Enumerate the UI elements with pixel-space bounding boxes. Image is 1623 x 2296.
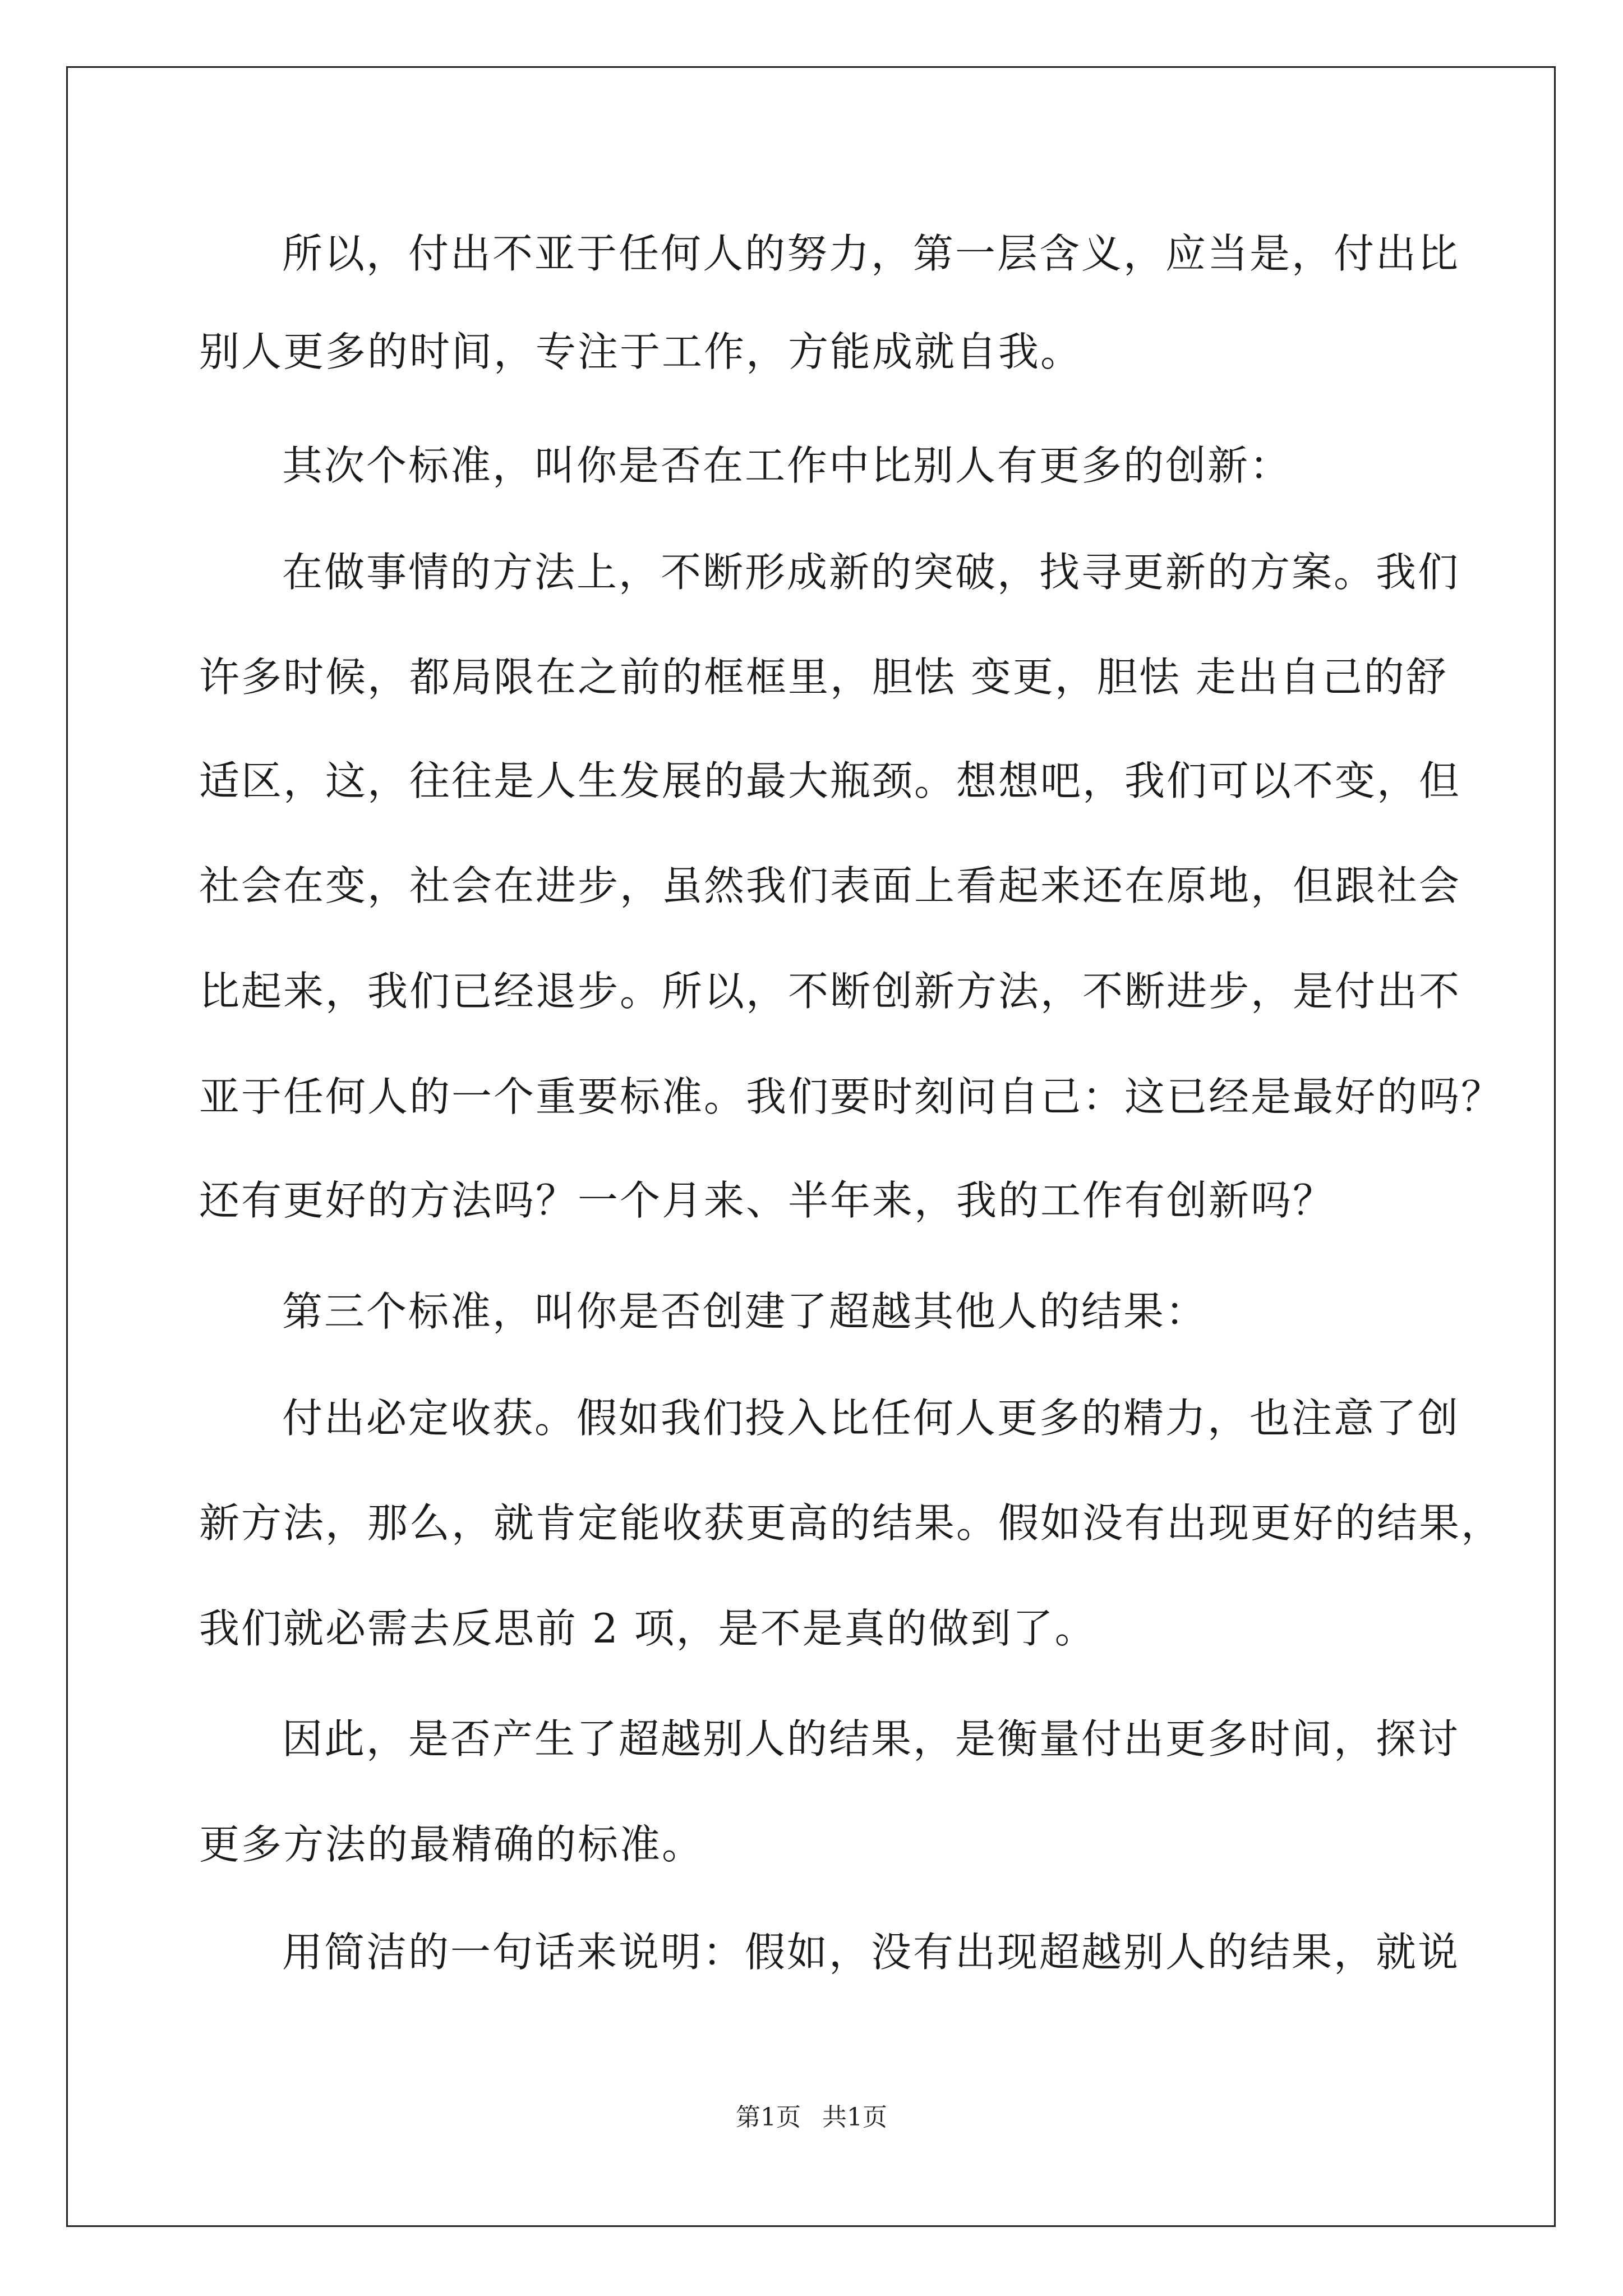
text-line: 新方法，那么，就肯定能收获更高的结果。假如没有出现更好的结果， <box>199 1499 1504 1547</box>
text-line: 第三个标准，叫你是否创建了超越其他人的结果： <box>282 1288 1208 1335</box>
page-number-current: 第1页 <box>736 2103 801 2132</box>
text-line: 我们就必需去反思前 2 项，是不是真的做到了。 <box>199 1605 1097 1652</box>
text-line: 所以，付出不亚于任何人的努力，第一层含义，应当是，付出比 <box>282 230 1460 277</box>
text-line: 因此，是否产生了超越别人的结果，是衡量付出更多时间，探讨 <box>282 1715 1460 1763</box>
text-line: 许多时候，都局限在之前的框框里，胆怯 变更，胆怯 走出自己的舒 <box>199 654 1448 701</box>
text-line: 别人更多的时间，专注于工作，方能成就自我。 <box>199 328 1083 375</box>
page-number-total: 共1页 <box>822 2103 887 2132</box>
text-line: 其次个标准，叫你是否在工作中比别人有更多的创新： <box>282 442 1292 489</box>
text-line: 社会在变，社会在进步，虽然我们表面上看起来还在原地，但跟社会 <box>199 862 1461 909</box>
text-line: 适区，这，往往是人生发展的最大瓶颈。想想吧，我们可以不变，但 <box>199 757 1461 804</box>
text-line: 更多方法的最精确的标准。 <box>199 1821 704 1868</box>
page-footer <box>0 2101 1623 2134</box>
text-line: 亚于任何人的一个重要标准。我们要时刻问自己：这已经是最好的吗？ <box>199 1073 1504 1120</box>
text-line: 比起来，我们已经退步。所以，不断创新方法，不断进步，是付出不 <box>199 968 1461 1015</box>
text-line: 在做事情的方法上，不断形成新的突破，找寻更新的方案。我们 <box>282 549 1460 596</box>
document-body <box>199 0 1504 1976</box>
text-line: 还有更好的方法吗？一个月来、半年来，我的工作有创新吗？ <box>199 1177 1335 1224</box>
text-line: 付出必定收获。假如我们投入比任何人更多的精力，也注意了创 <box>282 1395 1460 1442</box>
text-line: 用简洁的一句话来说明：假如，没有出现超越别人的结果，就说 <box>282 1929 1460 1976</box>
